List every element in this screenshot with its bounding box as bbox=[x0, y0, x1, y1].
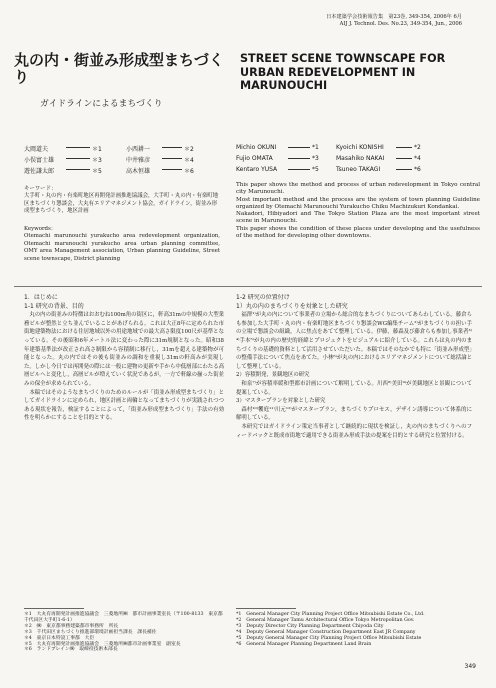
footnote: *5 Deputy General Manager City Planning Project Office Mitsubishi Estate bbox=[236, 635, 422, 641]
footnote-rule bbox=[24, 608, 84, 609]
footnote: ＊2 ㈱ 東京都事務建築都市事務所 所長 bbox=[24, 623, 119, 629]
footnote: *4 Deputy General Manager Construction Department East JR Company bbox=[236, 629, 416, 635]
author-mark: ＊5 bbox=[92, 168, 102, 175]
keywords-ja bbox=[24, 186, 220, 216]
footnotes-ja bbox=[24, 612, 224, 653]
subtitle-ja: ガイドラインによるまちづくり bbox=[40, 99, 163, 109]
abstract-para: This paper shows the condition of these places under developing and the usefulness of the method for developing other downtowns. bbox=[236, 225, 480, 240]
author-mark: ＊4 bbox=[184, 157, 194, 164]
subsection-heading: 1-1 研究の背景、目的 bbox=[24, 302, 84, 310]
footnote: *6 General Manager Planning Department Land Brain bbox=[236, 641, 372, 647]
author-mark: *4 bbox=[414, 155, 421, 162]
section-heading: 1．はじめに bbox=[24, 294, 58, 301]
footnote: ＊6 ランドブレイン㈱ 取締役技術本部長 bbox=[24, 647, 118, 653]
body-column-right bbox=[236, 294, 472, 600]
author-mark: ＊3 bbox=[92, 157, 102, 164]
keywords-en bbox=[24, 226, 220, 263]
subsection-heading: 1-2 研究の位置付け bbox=[236, 294, 290, 301]
author-mark: *2 bbox=[414, 144, 421, 151]
author-name: 小俣富士雄 bbox=[24, 157, 55, 164]
sub-heading: 3）マスタープランを対象とした研究 bbox=[236, 398, 326, 405]
abstract-para: Most important method and the process are the system of town planning Guideline organized by Otemachi Marunouchi Yurakucho Chiku Machizukuri Kondankai. bbox=[236, 196, 480, 210]
author-name: Kentaro YUSA bbox=[236, 166, 278, 173]
body-paragraph: 和泉⁷⁾が容積率緩和型都市計画について解明している。川西⁸⁾美田⁹⁾が美観地区と景観について提案している。 bbox=[236, 380, 472, 396]
page-number: 349 bbox=[464, 663, 476, 670]
author-mark: ＊6 bbox=[184, 168, 194, 175]
journal-header-en: AIJ J. Technol. Des. No.23, 349-354, Jun., 2006 bbox=[339, 21, 462, 27]
author-name: 中井雅彦 bbox=[126, 157, 151, 164]
body-paragraph: 福澤¹⁾が丸の内について事業者の立場から総合的なまちづくりについてあらわしている。藤倉らも参加した大手町・丸の内・有楽町地区まちづくり懇談会WG編集チーム²⁾がまちづくりの担い手の立場で懇談会の組織，人に焦点をあてて整理している。伊藤，藤森及び藤倉らも参加し事業者³⁾⁴⁾手本⁵⁾が丸の内の歴史的経緯とプロジェクトをビジュアルに紹介している。これらは丸の内のまちづくりの基礎的資料として活用させていただいた。本稿ではそのなかでも特に「街並み形成型」の整備手法について焦点をあてた。小林⁶⁾が丸の内におけるエリアマネジメントについて総括論として整理している。 bbox=[236, 312, 472, 370]
journal-header-ja: 日本建築学会技術報告集 第23巻, 349-354, 2006年 6月 bbox=[326, 14, 462, 20]
body-paragraph: 本稿ではそのようなまちづくりのためのルールが「街並み形成型まちづくり」としてガイドラインに定められ，地区計画と両輪となってまちづくりが実践されつつある現状を報告，検証することによって，「街並み形成型まちづくり」手法の有効性を明らかにすることを目的とする。 bbox=[24, 389, 224, 422]
author-name: 小西耕一 bbox=[126, 146, 151, 153]
footnotes-en bbox=[236, 612, 480, 647]
author-mark: ＊2 bbox=[184, 146, 194, 153]
footnote: ＊4 東京日本特設工事都 大臣 bbox=[24, 635, 95, 641]
author-mark: *1 bbox=[312, 144, 319, 151]
body-paragraph: 本研究ではガイドライン策定当事者として継続的に現状を検証し，丸の内のまちづくりへのフィードバックと既成市街地で適用できる街並み形成手法の提案を目的とする研究と位置付ける。 bbox=[236, 423, 472, 439]
body-column-left bbox=[24, 294, 224, 594]
author-name: Tsuneo TAKAGI bbox=[336, 166, 381, 173]
author-mark: *5 bbox=[312, 166, 319, 173]
author-name: 大岡道夫 bbox=[24, 146, 49, 153]
subsection-heading: 1）丸の内のまちづくりを対象とした研究 bbox=[236, 302, 348, 310]
keywords-ja-text: 大手町・丸の内・有楽町地区再開発計画推進協議会，大手町・丸の内・有楽町地区まちづくり懇談会，大丸有エリアマネジメント協会，ガイドライン，街並み形成型まちづくり，地区計画 bbox=[24, 193, 219, 215]
footnote: ＊3 千代田区まちづくり推進部環境計画担当課長 課長補佐 bbox=[24, 629, 157, 635]
author-mark: *3 bbox=[312, 155, 319, 162]
footnote-rule bbox=[236, 608, 296, 609]
author-name: 遊佐謙太郎 bbox=[24, 168, 55, 175]
footnote: *3 Deputy Director City Planning Department Chiyoda City bbox=[236, 623, 384, 629]
author-name: Fujio OMATA bbox=[236, 155, 273, 162]
keywords-en-text: Otemachi marunouchi yurakucho area redevelopment organization, Otemachi marunouchi yurakucho area urban planning committee, OMY area Management association, Urban planning Guideline, Street scene townscape, District planning bbox=[24, 233, 220, 262]
author-name: 高木恒雄 bbox=[126, 168, 151, 175]
footnote: ＊5 大丸有再開発計画推進協議会 三菱地所㈱都市計画事業室 副室長 bbox=[24, 641, 181, 647]
author-name: Kyoichi KONISHI bbox=[336, 144, 384, 151]
footnote: ＊1 大丸有再開発計画推進協議会 三菱地所㈱ 都市計画事業室長（〒100-8133 東京都千代田区大手町1-6-1） bbox=[24, 612, 223, 623]
author-name: Michio OKUNI bbox=[236, 144, 277, 151]
journal-header bbox=[326, 14, 462, 28]
author-mark: *6 bbox=[414, 166, 421, 173]
abstract-para: Nakadori, Hibiyadori and The Tokyo Station Plaza are the most important street scene in Marunouchi. bbox=[236, 211, 480, 225]
title-ja: 丸の内・街並み形成型まちづくり bbox=[14, 51, 224, 86]
author-mark: ＊1 bbox=[92, 146, 102, 153]
keywords-ja-label: キーワード： bbox=[24, 186, 57, 192]
abstract-para: This paper shows the method and process of urban redevelopment in Tokyo central city Marunouchi. bbox=[236, 182, 480, 196]
footnote: *1 General Manager City Planning Project Office Mitsubishi Estate Co., Ltd. bbox=[236, 612, 425, 617]
sub-heading: 2）容積開発，景観地区の研究 bbox=[236, 372, 310, 379]
footnote: *2 General Manager Tamu Architectural Office Tokyo Metropolitan Gov. bbox=[236, 617, 415, 623]
abstract bbox=[236, 182, 480, 240]
keywords-en-label: Keywords： bbox=[24, 226, 57, 232]
title-en: STREET SCENE TOWNSCAPE FOR URBAN REDEVELOPMENT IN MARUNOUCHI bbox=[240, 52, 446, 92]
section-divider bbox=[14, 286, 482, 287]
author-name: Masahiko NAKAI bbox=[336, 155, 385, 162]
body-paragraph: 丸の内の街並みの特徴はおおむね100m角の街区に，軒高31mの中規模の大型業務ビルが整然と立ち並んでいることがあげられる。これは大正8年に定められた市街地建築物法における住居地域以外の用途地域での最大高さ限度100尺が基準となっている。その後昭和6年メートル法に変わった際に31m規制となった。昭和38年建築基準法が改正され高さ制限から容積制に移行し，31mを超える建築物が可能となった。丸の内ではその後も街並みの調和を重視し31mの軒高みが実現した。しかし今日では再開発の際には一般に建物の更新や手から中低層部にわたる高層ビルへと変化し，高層ビルが増えていく状況であるが，一方で軒線の揃った街並みの保全が求められている。 bbox=[24, 312, 224, 387]
body-paragraph: 森村¹⁰⁾饗庭¹¹⁾川元¹²⁾がマスタープラン，まちづくりプロセス，デザイン誘導について体系的に解明している。 bbox=[236, 406, 472, 422]
